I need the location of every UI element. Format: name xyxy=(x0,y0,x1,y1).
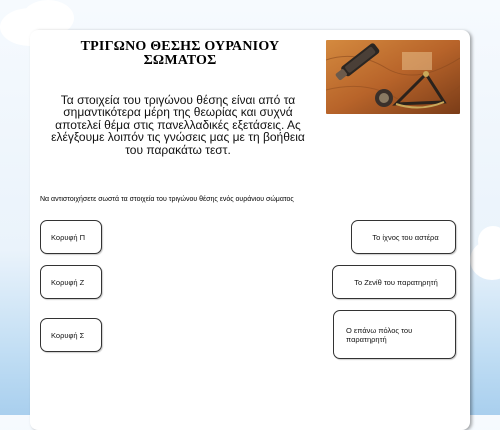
tile-label: Ο επάνω πόλος του παρατηρητή xyxy=(346,325,413,344)
left-item-peak-s[interactable] xyxy=(40,318,102,352)
left-item-peak-p[interactable] xyxy=(40,220,102,254)
quiz-card xyxy=(30,30,470,430)
intro-paragraph: Τα στοιχεία του τριγώνου θέσης είναι από τα σημαντικότερα μέρη της θεωρίας και συχνά αποτελεί θέμα στις πανελλαδικές εξετάσεις. Ας ελέγξουμε λοιπόν τις γνώσεις μας με τη βοήθεια του παρακάτω τεστ. xyxy=(51,93,305,157)
page-title: ΤΡΙΓΩΝΟ ΘΕΣΗΣ ΟΥΡΑΝΙΟΥ ΣΩΜΑΤΟΣ xyxy=(80,39,280,68)
right-item-star-trace[interactable] xyxy=(351,220,456,254)
tile-label: Κορυφή Ζ xyxy=(51,277,85,287)
sextant-image-icon xyxy=(326,40,460,114)
tile-label: Το Ζενίθ του παρατηρητή xyxy=(354,277,438,287)
right-item-upper-pole[interactable] xyxy=(333,310,456,359)
tile-label: Το ίχνος του αστέρα xyxy=(372,232,439,242)
left-item-peak-z[interactable] xyxy=(40,265,102,299)
sextant-map-image xyxy=(326,40,460,114)
right-item-zenith[interactable] xyxy=(332,265,456,299)
tile-label: Κορυφή Σ xyxy=(51,330,85,340)
tile-label: Κορυφή Π xyxy=(51,232,85,242)
instruction-text: Να αντιστοιχήσετε σωστά τα στοιχεία του τριγώνου θέσης ενός ουράνιου σώματος xyxy=(40,196,294,203)
cloud-decoration xyxy=(478,226,500,256)
